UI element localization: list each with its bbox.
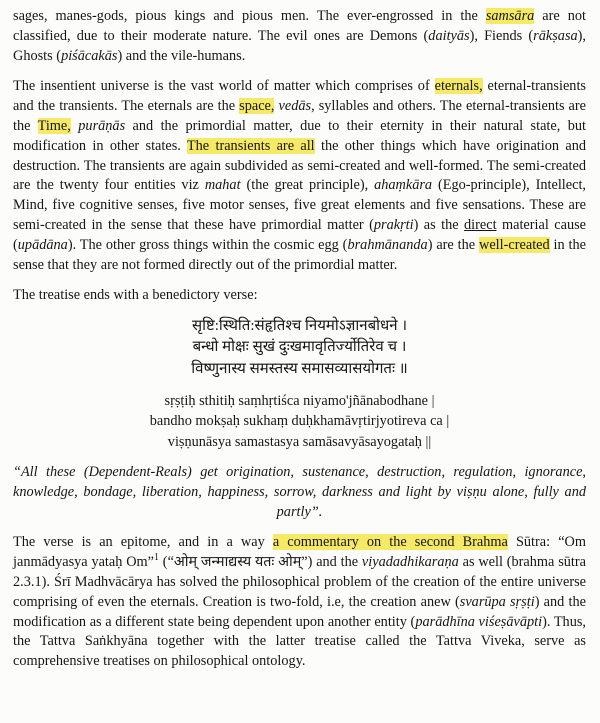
text-run: ), Ghosts ( — [13, 27, 586, 64]
text-run: eternal-transients and the transients. The eternals are the — [13, 78, 586, 115]
italic-text: rākṣasa — [533, 27, 578, 44]
verse-transliteration — [13, 391, 586, 452]
italic-text: viyadadhikaraṇa — [361, 554, 459, 571]
italic-text: ahaṃkāra — [374, 177, 433, 194]
text-run: are not classified, due to their moderate nature. The evil ones are Demons ( — [13, 8, 586, 44]
text-run: ) and the vile-humans. — [117, 47, 246, 64]
highlight-text: The transients are all — [186, 137, 315, 154]
text-run: The verse is an epitome, and in a way — [13, 534, 273, 551]
underline-text: direct — [464, 216, 497, 233]
text-run: ), Fiends ( — [469, 27, 534, 44]
verse-translation — [13, 463, 586, 522]
italic-text: daityās — [428, 27, 470, 44]
text-run: material cause ( — [13, 216, 587, 253]
text-run: ) and the modification as a different state being dependent upon another entity ( — [13, 593, 586, 630]
highlight-text: eternals, — [434, 78, 483, 95]
text-run: ). Thus, the Tattva Saṅkhyāna together with the latter treatise called the Tattva Viveka, serve as comprehensive treatises on philosophical ontology. — [13, 613, 586, 670]
text-run: Sūtra: “Om janmādyasya yataḥ Om” — [13, 534, 586, 571]
text-run: and the primordial matter, due to their eternity in their natural state, but modification in other states. — [13, 117, 586, 154]
text-run: sages, manes-gods, pious kings and pious men. The ever-engrossed in the — [13, 8, 486, 24]
highlight-text: space, — [239, 98, 275, 115]
text-run: , syllables and others. The eternal-transients are the — [13, 98, 586, 134]
benedictory-verse-intro: The treatise ends with a benedictory verse: — [13, 287, 258, 304]
highlight-text: a commentary on the second Brahma — [272, 534, 508, 551]
paragraph-beings-classification — [13, 7, 586, 66]
highlight-text: Time, — [37, 117, 71, 134]
text-run: (the great principle), — [240, 177, 375, 194]
text-run: in the sense that they are not formed directly out of the primordial matter. — [13, 236, 587, 273]
sup-text: 1 — [154, 552, 159, 564]
italic-text: parādhīna viśeṣāvāpti — [415, 613, 543, 630]
verse-line: viṣṇunāsya samastasya samāsavyāsayogataḥ || — [167, 433, 432, 450]
verse-line: bandho mokṣaḥ sukhaṃ duḥkhamāvṛtirjyotireva ca | — [149, 413, 450, 430]
text-run: as well (brahma sūtra 2.3.1). Śrī Madhvācārya has solved the philosophical problem of the creation of the entire universe comprising of even the eternals. Creation is two-fold, i.e, the creation anew ( — [13, 554, 586, 610]
text-run: ) are the — [427, 236, 480, 253]
text-run: The insentient universe is the vast world of matter which comprises of — [13, 78, 435, 95]
italic-text: purāṇās — [78, 117, 126, 134]
italic-text: vedās — [278, 98, 312, 115]
italic-text: brahmānanda — [347, 236, 428, 253]
text-run: ). The other gross things within the cosmic egg ( — [67, 236, 348, 253]
text-run: (Ego-principle), Intellect, Mind, five cognitive senses, five motor senses, five great elements and five sensations. These are semi-created in the sense that these have primordial matter ( — [13, 177, 587, 233]
text-run: the other things which have origination and destruction. The transients are again subdivided as semi-created and well-formed. The semi-created are the twenty four entities viz — [13, 137, 586, 194]
italic-text: piśācakās — [61, 47, 118, 64]
verse-line: विष्णुनास्य समस्तस्य समासव्यासयोगतः ॥ — [191, 360, 408, 377]
italic-text: svarūpa sṛṣṭi — [459, 593, 535, 610]
highlight-text: well-created — [479, 236, 550, 253]
verse-line: सृष्टि:स्थिति:संहृतिश्च नियमोऽज्ञानबोधने । — [191, 318, 408, 335]
paragraph-insentient-universe — [13, 77, 586, 275]
italic-text: mahat — [204, 177, 241, 194]
text-run: ) as the — [413, 216, 465, 233]
italic-text: prakṛti — [373, 216, 414, 233]
italic-text: “All these (Dependent-Reals) get origination, sustenance, destruction, regulation, ignorance, knowledge, bondage, liberation, happiness, sorrow, darkness and light by viṣṇu alone, fully and partly”. — [13, 463, 586, 520]
paragraph-commentary — [13, 533, 586, 672]
verse-line: बन्धो मोक्षः सुखं दुःखमावृतिर्ज्योतिरेव च । — [192, 339, 407, 356]
verse-devanagari — [13, 316, 586, 380]
italic-text: upādāna — [17, 236, 68, 253]
verse-line: sṛṣṭiḥ sthitiḥ saṃhṛtiśca niyamo'jñānabodhane | — [164, 393, 435, 410]
text-run: (“ओम् जन्माद्यस्य यतः ओम्”) and the — [159, 554, 362, 571]
italic-highlight-text: samsāra — [485, 8, 535, 24]
